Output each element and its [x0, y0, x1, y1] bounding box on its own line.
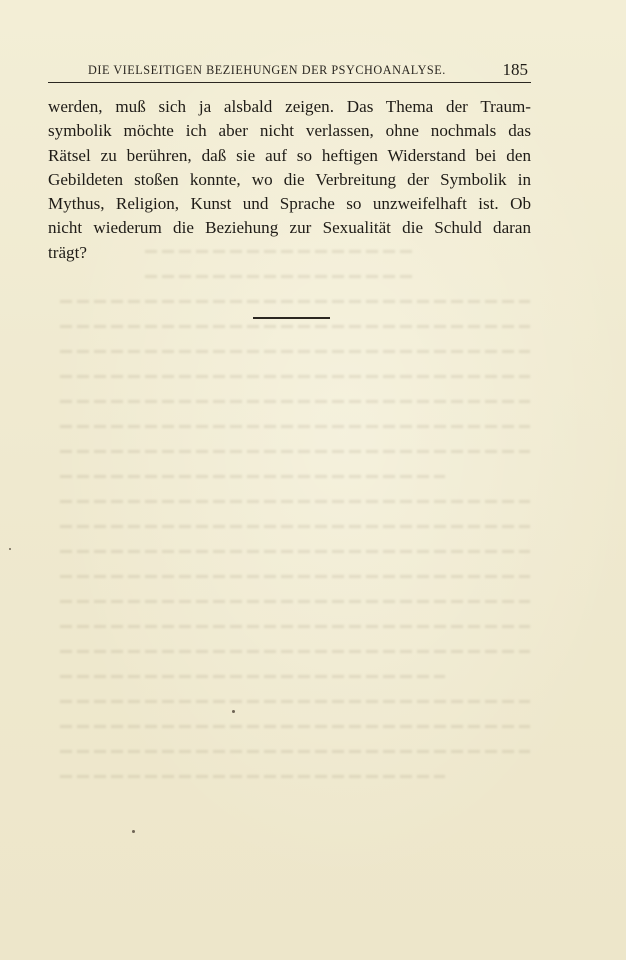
paper-speck	[232, 710, 235, 713]
running-head: DIE VIELSEITIGEN BEZIEHUNGEN DER PSYCHOANALYSE.	[88, 63, 446, 77]
bleed-through-shadow	[60, 250, 530, 810]
header-rule	[48, 82, 531, 83]
paper-speck	[132, 830, 135, 833]
page-header	[88, 61, 530, 81]
text-line: nicht wiederum die Beziehung zur Sexualität die Schuld daran	[48, 218, 531, 238]
text-line: Mythus, Religion, Kunst und Sprache so unzweifelhaft ist. Ob	[48, 194, 531, 214]
text-line: Gebildeten stoßen konnte, wo die Verbreitung der Symbolik in	[48, 169, 531, 189]
body-paragraph	[48, 95, 531, 265]
section-divider	[253, 317, 330, 319]
text-line: trägt?	[48, 242, 87, 262]
page-number: 185	[502, 60, 528, 79]
text-line: symbolik möchte ich aber nicht verlassen, ohne nochmals das	[48, 121, 531, 141]
text-line: werden, muß sich ja alsbald zeigen. Das Thema der Traum-	[48, 97, 531, 116]
text-line: Rätsel zu berühren, daß sie auf so heftigen Widerstand bei den	[48, 145, 531, 165]
paper-speck	[9, 548, 11, 550]
